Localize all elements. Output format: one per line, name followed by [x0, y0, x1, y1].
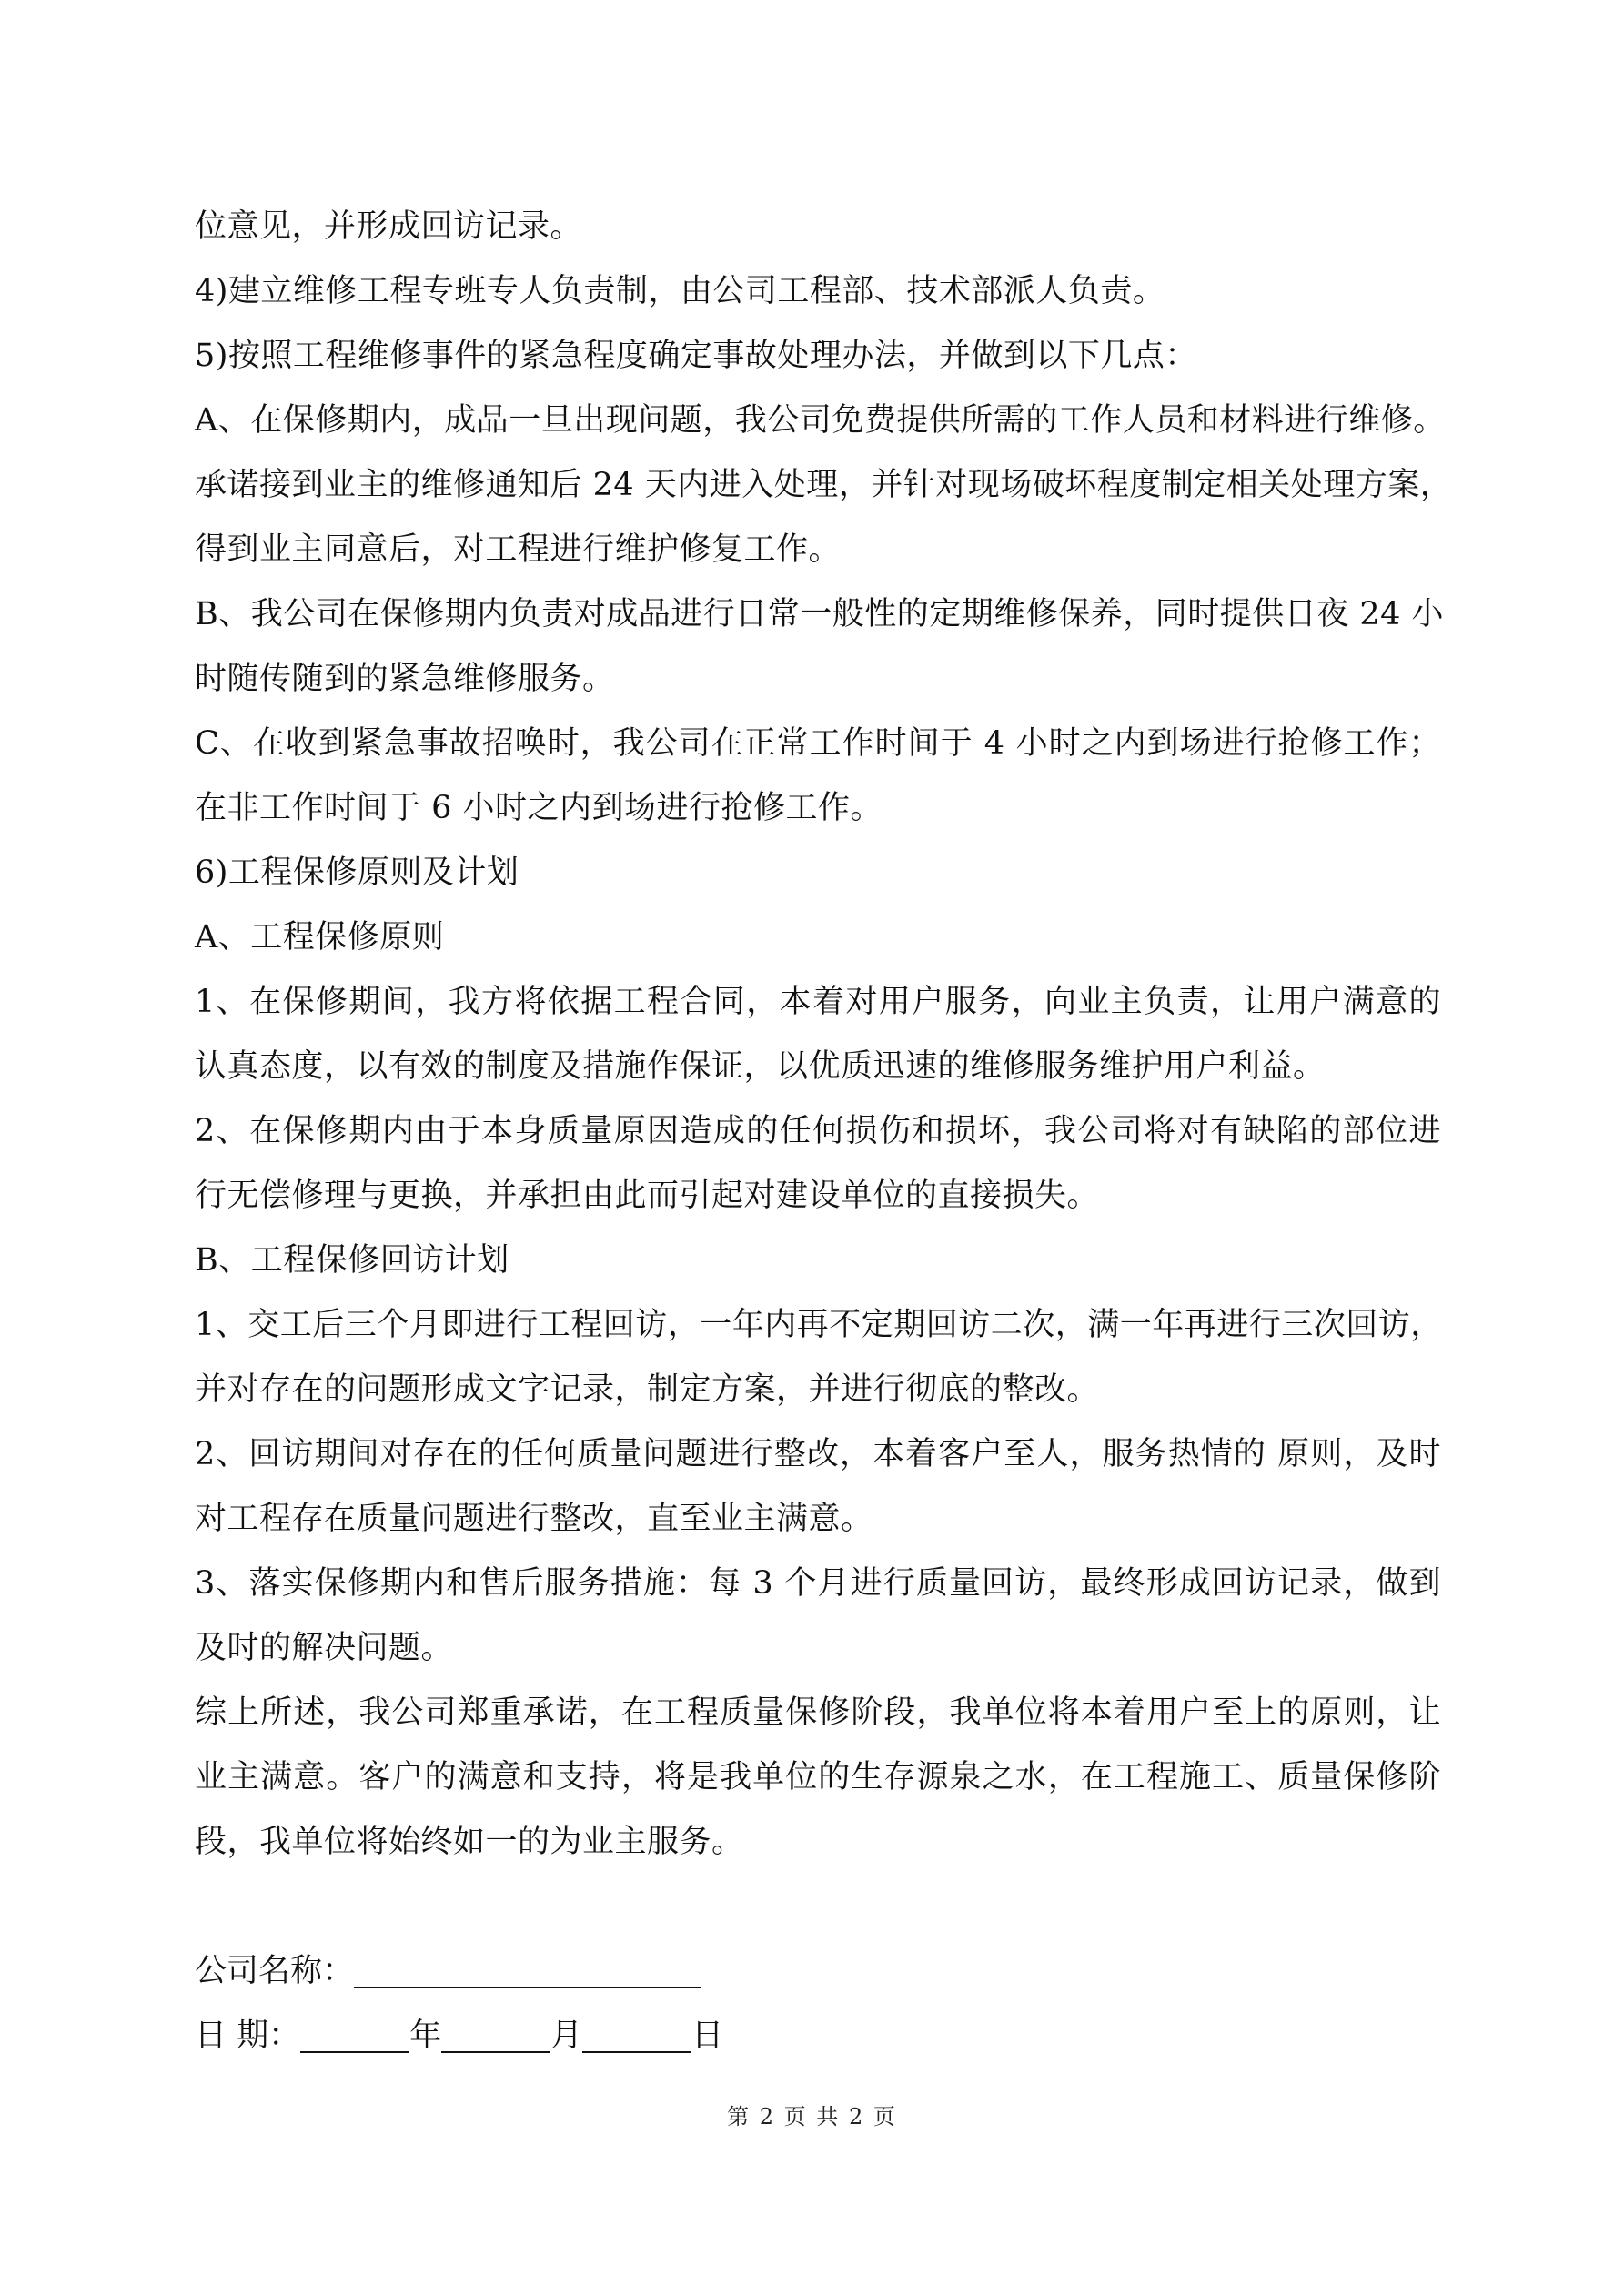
- text-line: 4)建立维修工程专班专人负责制，由公司工程部、技术部派人负责。: [195, 273, 1165, 309]
- text-line: A、工程保修原则: [195, 919, 445, 956]
- text-line: A、在保修期内，成品一旦出现问题，我公司免费提供所需的工作人员和材料进行维修。: [195, 402, 1446, 439]
- text-line: C、在收到紧急事故招唤时，我公司在正常工作时间于 4 小时之内到场进行抢修工作；: [195, 725, 1441, 762]
- text-line: 3、落实保修期内和售后服务措施：每 3 个月进行质量回访，最终形成回访记录，做到: [195, 1565, 1441, 1602]
- date-row: [195, 2004, 1441, 2068]
- text-line: B、工程保修回访计划: [195, 1242, 509, 1279]
- company-name-row: [195, 1939, 1441, 2004]
- text-line: 2、在保修期内由于本身质量原因造成的任何损伤和损坏，我公司将对有缺陷的部位进: [195, 1113, 1441, 1149]
- year-blank: [300, 2020, 409, 2053]
- text-line: 综上所述，我公司郑重承诺，在工程质量保修阶段，我单位将本着用户至上的原则，让: [195, 1694, 1441, 1731]
- page-number-footer: 第 2 页 共 2 页: [727, 2104, 897, 2129]
- text-line: 位意见，并形成回访记录。: [195, 208, 583, 245]
- company-name-blank: [354, 1956, 701, 1988]
- text-line: 对工程存在质量问题进行整改，直至业主满意。: [195, 1501, 873, 1537]
- text-line: 在非工作时间于 6 小时之内到场进行抢修工作。: [195, 790, 883, 826]
- company-name-label: 公司名称：: [195, 1953, 355, 1989]
- text-line: B、我公司在保修期内负责对成品进行日常一般性的定期维修保养，同时提供日夜 24 小: [195, 596, 1445, 632]
- text-line: 承诺接到业主的维修通知后 24 天内进入处理，并针对现场破坏程度制定相关处理方案，: [195, 467, 1453, 503]
- text-line: 段，我单位将始终如一的为业主服务。: [195, 1824, 744, 1860]
- month-label: 月: [550, 2018, 583, 2054]
- text-line: 行无偿修理与更换，并承担由此而引起对建设单位的直接损失。: [195, 1178, 1100, 1214]
- text-line: 时随传随到的紧急维修服务。: [195, 661, 615, 697]
- year-label: 年: [409, 2018, 442, 2054]
- text-line: 业主满意。客户的满意和支持，将是我单位的生存源泉之水，在工程施工、质量保修阶: [195, 1759, 1441, 1795]
- text-line: 2、回访期间对存在的任何质量问题进行整改，本着客户至人，服务热情的 原则，及时: [195, 1436, 1441, 1472]
- spacer: [195, 1875, 1441, 1939]
- day-blank: [582, 2020, 691, 2053]
- text-line: 1、交工后三个月即进行工程回访，一年内再不定期回访二次，满一年再进行三次回访，: [195, 1307, 1443, 1343]
- text-line: 并对存在的问题形成文字记录，制定方案，并进行彻底的整改。: [195, 1371, 1100, 1408]
- document-body: [195, 195, 1453, 2068]
- text-line: 及时的解决问题。: [195, 1630, 454, 1666]
- text-line: 1、在保修期间，我方将依据工程合同，本着对用户服务，向业主负责，让用户满意的: [195, 984, 1441, 1020]
- text-line: 5)按照工程维修事件的紧急程度确定事故处理办法，并做到以下几点：: [195, 338, 1197, 374]
- text-line: 6)工程保修原则及计划: [195, 855, 519, 891]
- date-label: 日 期：: [195, 2018, 301, 2054]
- paragraph-lines: [195, 195, 1453, 1875]
- month-blank: [441, 2020, 550, 2053]
- day-label: 日: [691, 2018, 724, 2054]
- text-line: 得到业主同意后，对工程进行维护修复工作。: [195, 531, 842, 568]
- text-line: 认真态度，以有效的制度及措施作保证，以优质迅速的维修服务维护用户利益。: [195, 1048, 1326, 1085]
